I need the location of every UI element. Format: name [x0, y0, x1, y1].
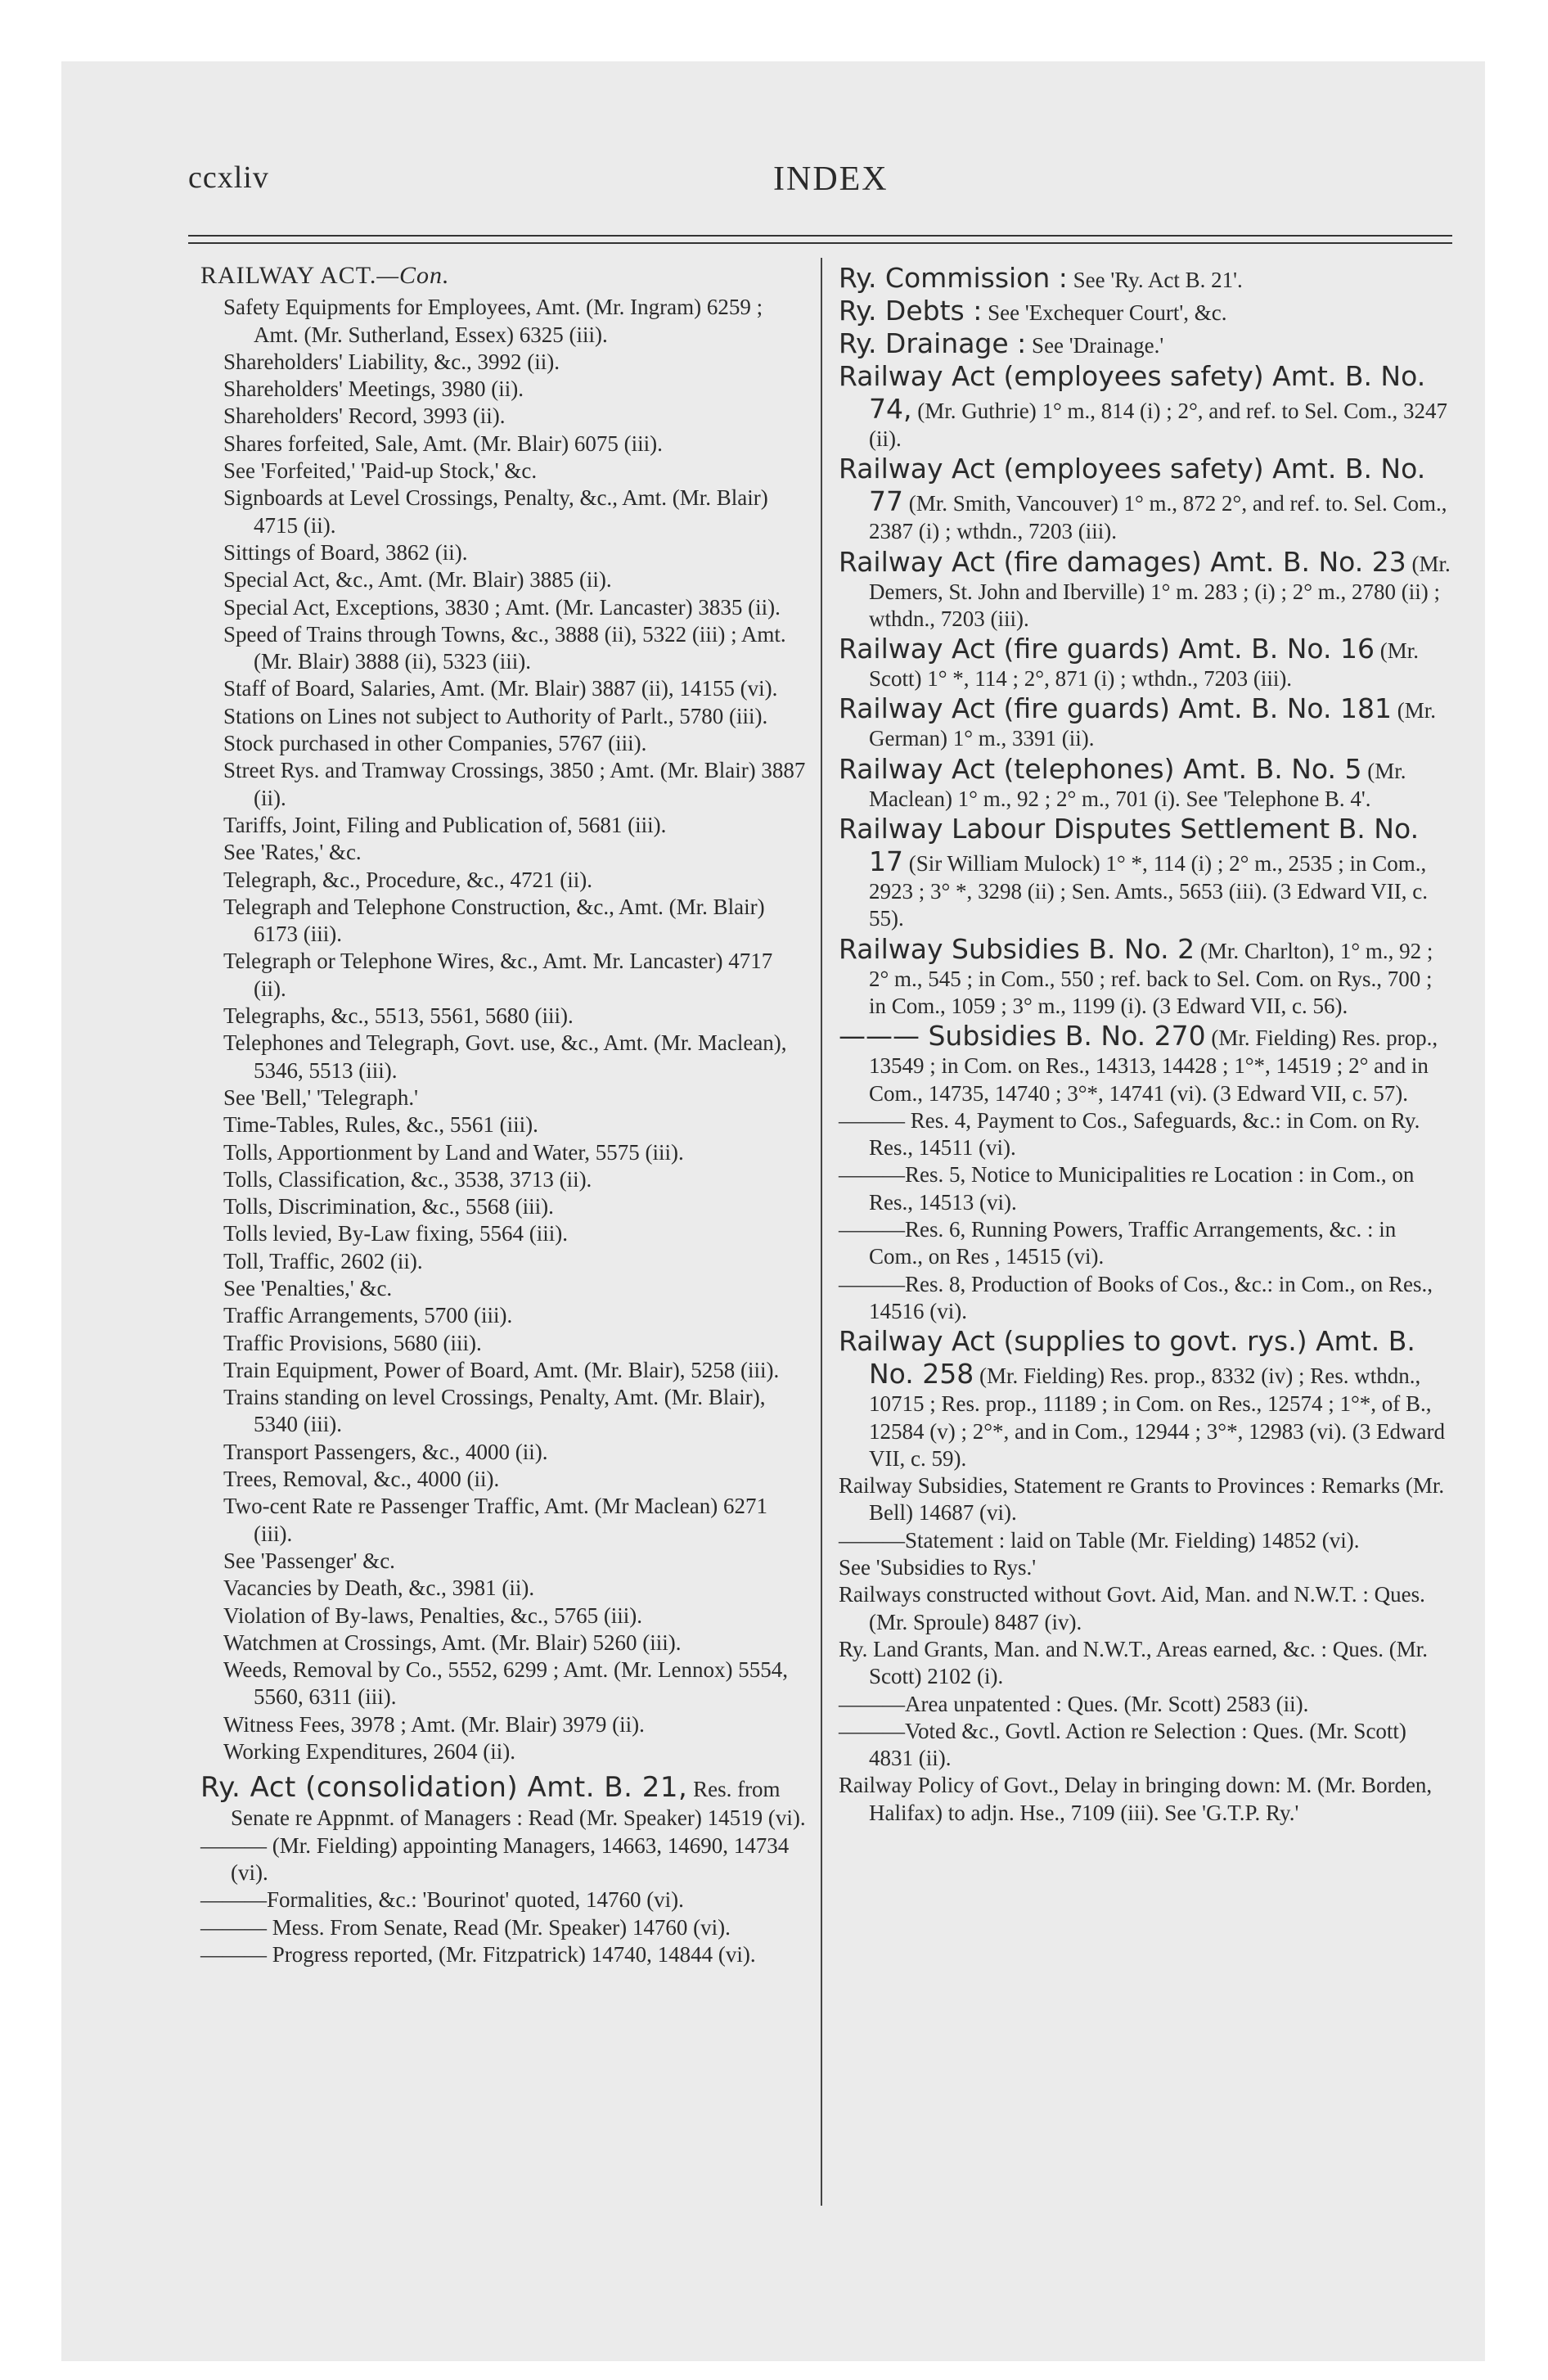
entry-heading: Ry. Debts : [839, 295, 983, 327]
index-entry: Violation of By-laws, Penalties, &c., 5765 (iii). [223, 1602, 643, 1628]
index-entry: See 'Penalties,' &c. [223, 1275, 393, 1300]
section-title: RAILWAY ACT. [200, 262, 377, 289]
ry-act-entry [200, 1770, 810, 1832]
right-column [839, 262, 1452, 1827]
index-entry: See 'Passenger' &c. [223, 1548, 395, 1573]
index-heading-entry [839, 753, 1452, 813]
index-entry: ———Voted &c., Govtl. Action re Selection : Ques. (Mr. Scott) 4831 (ii). [839, 1718, 1406, 1771]
index-entry: Railways constructed without Govt. Aid, Man. and N.W.T. : Ques. (Mr. Sproule) 8487 (iv). [839, 1582, 1425, 1634]
index-entry: Trains standing on level Crossings, Penalty, Amt. (Mr. Blair), 5340 (iii). [223, 1385, 766, 1437]
index-heading-entry [839, 360, 1452, 453]
entry-text: (Mr. Fielding) Res. prop., 13549 ; in Com. on Res., 14313, 14428 ; 1°*, 14519 ; 2° and in Com., 14735, 14740 ; 3°*, 14741 (vi). (3 Edward VII, c. 57). [869, 1025, 1438, 1106]
index-entry: Ry. Land Grants, Man. and N.W.T., Areas earned, &c. : Ques. (Mr. Scott) 2102 (i). [839, 1636, 1428, 1689]
index-entry: Traffic Arrangements, 5700 (iii). [223, 1303, 513, 1328]
index-entry: ——— Res. 4, Payment to Cos., Safeguards, &c.: in Com. on Ry. Res., 14511 (vi). [839, 1107, 1420, 1161]
page-header [0, 160, 1548, 209]
index-entry: Train Equipment, Power of Board, Amt. (Mr. Blair), 5258 (iii). [223, 1357, 780, 1382]
right-entry-list [839, 262, 1452, 1107]
entry-text: (Mr. German) 1° m., 3391 (ii). [869, 698, 1436, 751]
entry-text: See 'Ry. Act B. 21'. [1073, 268, 1243, 292]
supplies-text: (Mr. Fielding) Res. prop., 8332 (iv) ; Res. wthdn., 10715 ; Res. prop., 11189 ; in Com. on Res., 12574 ; 1°*, of B., 12584 (v) ; 2°*, and in Com., 12944 ; 3°*, 12983 (vi). (3 Edward VII, c. 59). [869, 1364, 1446, 1471]
index-entry: See 'Subsidies to Rys.' [839, 1555, 1037, 1580]
index-entry: ———Formalities, &c.: 'Bourinot' quoted, 14760 (vi). [200, 1887, 684, 1913]
entry-text: See 'Drainage.' [1032, 333, 1164, 358]
index-entry: Safety Equipments for Employees, Amt. (Mr. Ingram) 6259 ; Amt. (Mr. Sutherland, Essex) 6325 (iii). [223, 295, 763, 347]
section-continued: —Con. [376, 262, 450, 289]
index-entry: Stations on Lines not subject to Authority of Parlt., 5780 (iii). [223, 703, 768, 728]
index-entry: ———Res. 6, Running Powers, Traffic Arrangements, &c. : in Com., on Res , 14515 (vi). [839, 1217, 1397, 1269]
index-entry: Watchmen at Crossings, Amt. (Mr. Blair) 5260 (iii). [223, 1629, 682, 1655]
entry-heading: Ry. Commission : [839, 262, 1068, 294]
index-entry: ———Res. 8, Production of Books of Cos., &c.: in Com., on Res., 14516 (vi). [839, 1271, 1433, 1323]
entry-heading: ——— Subsidies B. No. 270 [839, 1020, 1206, 1053]
index-entry: Working Expenditures, 2604 (ii). [223, 1739, 516, 1765]
index-entry: ——— (Mr. Fielding) appointing Managers, 14663, 14690, 14734 (vi). [200, 1832, 790, 1885]
index-entry: Shareholders' Record, 3993 (ii). [223, 403, 506, 429]
entry-text: (Mr. Scott) 1° *, 114 ; 2°, 871 (i) ; wthdn., 7203 (iii). [869, 638, 1419, 692]
entry-heading: Railway Act (fire guards) Amt. B. No. 181 [839, 692, 1392, 725]
index-entry: Tariffs, Joint, Filing and Publication of, 5681 (iii). [223, 812, 667, 837]
index-entry: Railway Subsidies, Statement re Grants to Provinces : Remarks (Mr. Bell) 14687 (vi). [839, 1473, 1445, 1526]
column-divider [821, 258, 822, 2206]
index-entry: Shareholders' Meetings, 3980 (ii). [223, 376, 524, 402]
section-heading [200, 262, 810, 289]
left-column [200, 262, 810, 1968]
index-heading-entry [839, 546, 1452, 633]
entry-text: (Mr. Smith, Vancouver) 1° m., 872 2°, and ref. to. Sel. Com., 2387 (i) ; wthdn., 7203 (iii). [869, 491, 1447, 544]
index-entry: Telegraph or Telephone Wires, &c., Amt. Mr. Lancaster) 4717 (ii). [223, 949, 773, 1001]
index-heading-entry [839, 327, 1452, 360]
supplies-entry [839, 1325, 1452, 1472]
index-entry: Transport Passengers, &c., 4000 (ii). [223, 1439, 548, 1464]
header-rule-bottom [188, 242, 1452, 244]
index-entry: Weeds, Removal by Co., 5552, 6299 ; Amt. (Mr. Lennox) 5554, 5560, 6311 (iii). [223, 1657, 789, 1710]
index-heading-entry [839, 295, 1452, 327]
index-entry: Telegraph and Telephone Construction, &c., Amt. (Mr. Blair) 6173 (iii). [223, 894, 765, 947]
entry-heading: Railway Labour Disputes Settlement B. No. 17 [839, 813, 1420, 878]
index-entry: Staff of Board, Salaries, Amt. (Mr. Blair) 3887 (ii), 14155 (vi). [223, 676, 778, 701]
entry-heading: Railway Act (employees safety) Amt. B. No. 74, [839, 360, 1426, 425]
index-entry: Two-cent Rate re Passenger Traffic, Amt. (Mr Maclean) 6271 (iii). [223, 1494, 767, 1546]
left-entry-list [200, 294, 810, 1765]
index-entry: Special Act, Exceptions, 3830 ; Amt. (Mr. Lancaster) 3835 (ii). [223, 594, 781, 620]
index-entry: Witness Fees, 3978 ; Amt. (Mr. Blair) 3979 (ii). [223, 1711, 645, 1737]
page-number: ccxliv [188, 160, 269, 195]
supplies-heading: Railway Act (supplies to govt. rys.) Amt. B. No. 258 [839, 1325, 1415, 1391]
index-entry: Time-Tables, Rules, &c., 5561 (iii). [223, 1112, 538, 1138]
index-entry: Trees, Removal, &c., 4000 (ii). [223, 1467, 500, 1492]
index-entry: Tolls, Apportionment by Land and Water, 5575 (iii). [223, 1139, 684, 1165]
index-entry: ——— Progress reported, (Mr. Fitzpatrick) 14740, 14844 (vi). [200, 1941, 756, 1967]
index-heading-entry [839, 1020, 1452, 1107]
entry-heading: Ry. Drainage : [839, 327, 1027, 359]
index-entry: Telegraph, &c., Procedure, &c., 4721 (ii). [223, 867, 592, 892]
entry-heading: Railway Subsidies B. No. 2 [839, 932, 1195, 965]
index-entry: Toll, Traffic, 2602 (ii). [223, 1248, 423, 1273]
index-heading-entry [839, 262, 1452, 295]
header-rule-top [188, 235, 1452, 237]
index-entry: Shares forfeited, Sale, Amt. (Mr. Blair) 6075 (iii). [223, 430, 663, 456]
entry-heading: Railway Act (fire guards) Amt. B. No. 16 [839, 633, 1375, 665]
ry-act-heading: Ry. Act (consolidation) Amt. B. 21, [200, 1771, 688, 1805]
index-entry: ——— Mess. From Senate, Read (Mr. Speaker) 14760 (vi). [200, 1914, 731, 1940]
index-heading-entry [839, 692, 1452, 752]
index-heading-entry [839, 933, 1452, 1021]
index-heading-entry [839, 453, 1452, 545]
ry-act-text: Res. from Senate re Appnmt. of Managers : Read (Mr. Speaker) 14519 (vi). [231, 1777, 806, 1831]
index-entry: Street Rys. and Tramway Crossings, 3850 ; Amt. (Mr. Blair) 3887 (ii). [223, 758, 806, 810]
index-entry: Traffic Provisions, 5680 (iii). [223, 1330, 482, 1355]
index-entry: Railway Policy of Govt., Delay in bringing down: M. (Mr. Borden, Halifax) to adjn. Hse., 7109 (iii). See 'G.T.P. Ry.' [839, 1773, 1433, 1825]
index-heading-entry [839, 813, 1452, 933]
entry-text: (Mr. Demers, St. John and Iberville) 1° m. 283 ; (i) ; 2° m., 2780 (ii) ; wthdn., 7203 (iii). [869, 551, 1451, 631]
page-title: INDEX [773, 160, 889, 198]
index-entry: Vacancies by Death, &c., 3981 (ii). [223, 1575, 535, 1601]
index-entry: Shareholders' Liability, &c., 3992 (ii). [223, 349, 560, 374]
ry-act-sub-list [200, 1832, 810, 1968]
entry-text: (Sir William Mulock) 1° *, 114 (i) ; 2° m., 2535 ; in Com., 2923 ; 3° *, 3298 (ii) ; Sen. Amts., 5653 (iii). (3 Edward VII, c. 55). [869, 851, 1428, 931]
entry-text: See 'Exchequer Court', &c. [988, 300, 1227, 325]
index-entry: Telegraphs, &c., 5513, 5561, 5680 (iii). [223, 1003, 574, 1029]
tail-entry-list [839, 1472, 1452, 1827]
entry-heading: Railway Act (telephones) Amt. B. No. 5 [839, 752, 1362, 785]
index-entry: ———Res. 5, Notice to Municipalities re Location : in Com., on Res., 14513 (vi). [839, 1162, 1415, 1215]
index-heading-entry [839, 633, 1452, 692]
entry-heading: Railway Act (fire damages) Amt. B. No. 23 [839, 545, 1406, 578]
index-entry: Tolls, Discrimination, &c., 5568 (iii). [223, 1194, 554, 1219]
index-entry: Sittings of Board, 3862 (ii). [223, 539, 468, 565]
index-entry: ———Area unpatented : Ques. (Mr. Scott) 2583 (ii). [839, 1691, 1309, 1716]
index-entry: ———Statement : laid on Table (Mr. Fielding) 14852 (vi). [839, 1527, 1360, 1553]
entry-text: (Mr. Charlton), 1° m., 92 ; 2° m., 545 ; in Com., 550 ; ref. back to Sel. Com. on Rys., 700 ; in Com., 1059 ; 3° m., 1199 (i). (3 Edward VII, c. 56). [869, 938, 1433, 1018]
res-entry-list [839, 1107, 1452, 1325]
index-entry: Tolls levied, By-Law fixing, 5564 (iii). [223, 1221, 569, 1246]
index-entry: Tolls, Classification, &c., 3538, 3713 (ii). [223, 1166, 592, 1192]
index-entry: Speed of Trains through Towns, &c., 3888 (ii), 5322 (iii) ; Amt. (Mr. Blair) 3888 (ii), 5323 (iii). [223, 621, 786, 674]
entry-heading: Railway Act (employees safety) Amt. B. No. 77 [839, 453, 1426, 518]
index-entry: See 'Forfeited,' 'Paid-up Stock,' &c. [223, 458, 538, 484]
entry-text: (Mr. Guthrie) 1° m., 814 (i) ; 2°, and ref. to Sel. Com., 3247 (ii). [869, 399, 1447, 451]
entry-text: (Mr. Maclean) 1° m., 92 ; 2° m., 701 (i). See 'Telephone B. 4'. [869, 758, 1406, 811]
index-entry: Stock purchased in other Companies, 5767 (iii). [223, 731, 647, 756]
index-entry: See 'Rates,' &c. [223, 840, 362, 865]
index-entry: Signboards at Level Crossings, Penalty, &c., Amt. (Mr. Blair) 4715 (ii). [223, 485, 768, 538]
index-entry: Special Act, &c., Amt. (Mr. Blair) 3885 (ii). [223, 567, 612, 593]
index-entry: Telephones and Telegraph, Govt. use, &c., Amt. (Mr. Maclean), 5346, 5513 (iii). [223, 1030, 787, 1083]
index-entry: See 'Bell,' 'Telegraph.' [223, 1084, 418, 1110]
